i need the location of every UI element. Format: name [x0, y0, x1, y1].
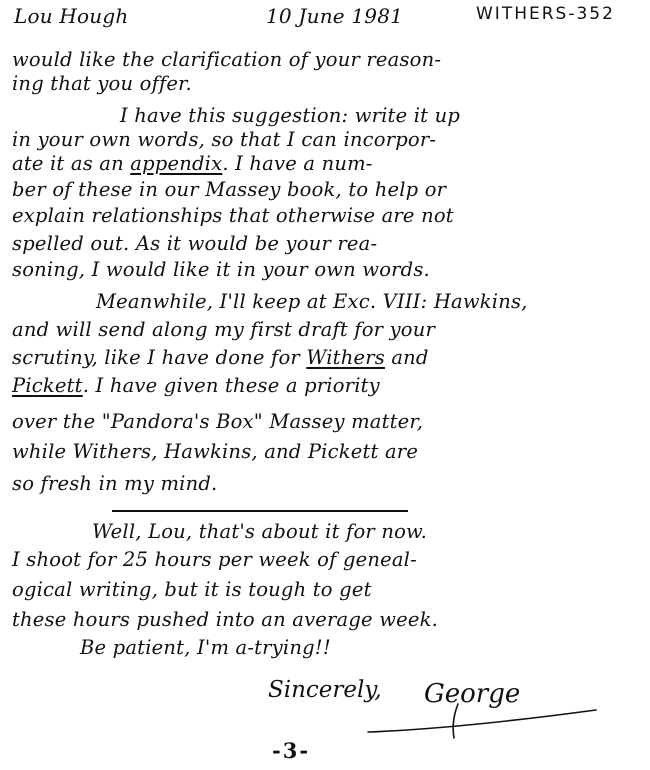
letter-date: 10 June 1981	[266, 4, 404, 28]
signature: George	[424, 679, 521, 709]
body-line: soning, I would like it in your own words.	[12, 258, 430, 281]
body-line: and will send along my first draft for your	[12, 318, 436, 341]
body-line: in your own words, so that I can incorpor-	[12, 128, 437, 151]
body-line: would like the clarification of your reason-	[12, 48, 442, 71]
recipient-name: Lou Hough	[14, 4, 129, 28]
underlined-word: Pickett	[12, 374, 83, 397]
body-line: while Withers, Hawkins, and Pickett are	[12, 440, 419, 463]
body-line: spelled out. As it would be your rea-	[12, 232, 378, 255]
section-divider	[112, 510, 408, 512]
body-line: ogical writing, but it is tough to get	[12, 578, 372, 601]
page-number: -3-	[272, 738, 311, 763]
body-line: over the "Pandora's Box" Massey matter,	[12, 410, 424, 433]
body-line: explain relationships that otherwise are not	[12, 204, 454, 227]
body-line: ing that you offer.	[12, 72, 192, 95]
complimentary-close: Sincerely,	[268, 677, 382, 703]
underlined-word: appendix	[130, 152, 223, 175]
body-line: Pickett. I have given these a priority	[12, 374, 380, 397]
body-line: ate it as an appendix. I have a num-	[12, 152, 373, 175]
body-line: Well, Lou, that's about it for now.	[92, 520, 427, 543]
body-line: scrutiny, like I have done for Withers and	[12, 346, 429, 369]
body-line: I have this suggestion: write it up	[120, 104, 461, 127]
signature-flourish	[362, 700, 602, 740]
body-line: so fresh in my mind.	[12, 472, 218, 495]
body-line: Meanwhile, I'll keep at Exc. VIII: Hawkins,	[96, 290, 528, 313]
file-reference: WITHERS-352	[476, 4, 615, 24]
underlined-word: Withers	[306, 346, 385, 369]
body-line: these hours pushed into an average week.	[12, 608, 438, 631]
body-line: ber of these in our Massey book, to help or	[12, 178, 447, 201]
body-line: Be patient, I'm a-trying!!	[80, 636, 331, 659]
body-line: I shoot for 25 hours per week of geneal-	[12, 548, 417, 571]
